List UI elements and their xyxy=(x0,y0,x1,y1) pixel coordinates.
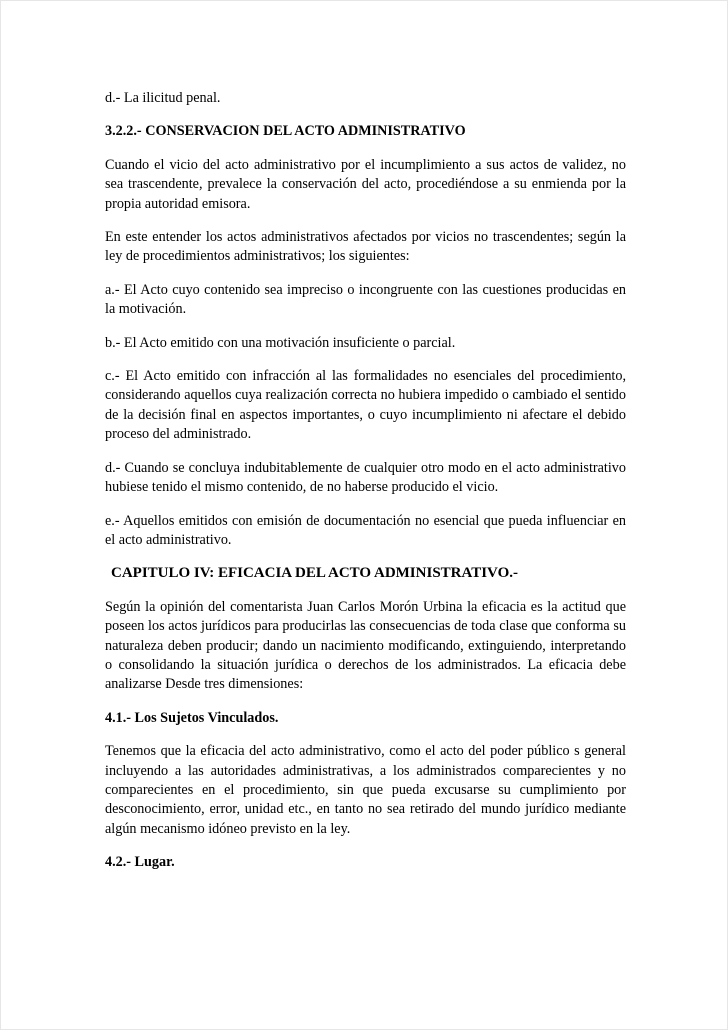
list-item-e: e.- Aquellos emitidos con emisión de documentación no esencial que pueda influenciar en el acto administrativo. xyxy=(105,512,626,548)
chapter-heading-eficacia: CAPITULO IV: EFICACIA DEL ACTO ADMINISTRATIVO.- xyxy=(111,565,518,582)
list-item-d: d.- Cuando se concluya indubitablemente de cualquier otro modo en el acto administrativo hubiese tenido el mismo contenido, de no haberse producido el vicio. xyxy=(105,459,626,496)
paragraph-conservacion-intro: Cuando el vicio del acto administrativo por el incumplimiento a sus actos de validez, no sea trascendente, prevalece la conservación del acto, procediéndose a su enmienda por la propia autoridad emisora. xyxy=(105,156,626,212)
document-body xyxy=(105,89,626,887)
paragraph-vicios-no-trascendentes: En este entender los actos administrativos afectados por vicios no trascendentes; según la ley de procedimientos administrativos; los siguientes: xyxy=(105,229,626,265)
paragraph-ilicitud-penal: d.- La ilicitud penal. xyxy=(105,90,221,106)
section-heading-sujetos-vinculados: 4.1.- Los Sujetos Vinculados. xyxy=(105,709,279,726)
paragraph-eficacia-definicion: Según la opinión del comentarista Juan Carlos Morón Urbina la eficacia es la actitud que poseen los actos jurídicos para producirlas las consecuencias de toda clase que conforma su naturaleza deben producir; dando un nacimiento modificando, extinguiendo, interpretando o consolidando la situación jurídica o derechos de los administrados. La eficacia debe analizarse Desde tres dimensiones: xyxy=(105,598,626,693)
paragraph-sujetos-vinculados: Tenemos que la eficacia del acto administrativo, como el acto del poder público s general incluyendo a las autoridades administrativas, a los administrados comparecientes y no comparecientes en el procedimiento, sin que pueda excusarse su cumplimiento por desconocimiento, error, unidad etc., en tanto no sea retirado del mundo jurídico mediante algún mecanismo idóneo previsto en la ley. xyxy=(105,743,626,837)
section-heading-lugar: 4.2.- Lugar. xyxy=(105,854,175,871)
section-heading-conservacion: 3.2.2.- CONSERVACION DEL ACTO ADMINISTRATIVO xyxy=(105,123,466,140)
list-item-c: c.- El Acto emitido con infracción al las formalidades no esenciales del procedimiento, considerando aquellos cuya realización correcta no hubiera impedido o cambiado el sentido de la decisión final en aspectos importantes, o cuyo incumplimiento ni afectare el debido proceso del administrado. xyxy=(105,368,626,443)
list-item-b: b.- El Acto emitido con una motivación insuficiente o parcial. xyxy=(105,334,456,351)
list-item-a: a.- El Acto cuyo contenido sea impreciso o incongruente con las cuestiones producidas en la motivación. xyxy=(105,281,626,318)
